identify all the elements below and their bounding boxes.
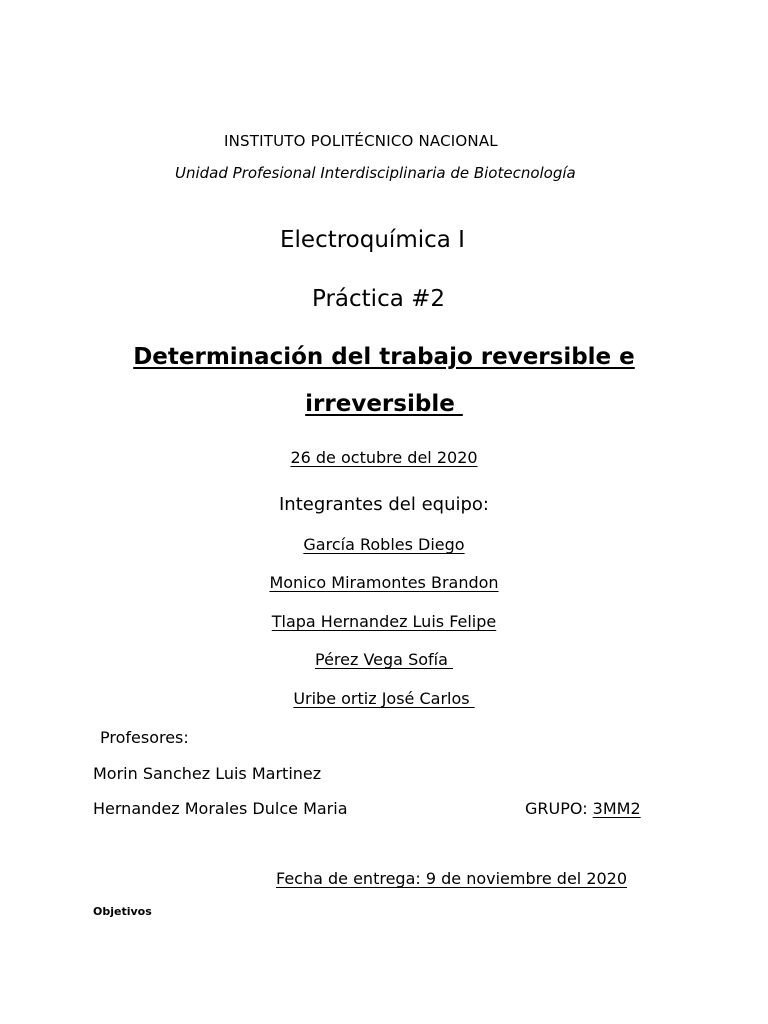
- team-member: García Robles Diego: [303, 535, 465, 554]
- document-title-line-1: Determinación del trabajo reversible e: [133, 344, 635, 370]
- course-title: Electroquímica I: [280, 227, 465, 253]
- professor-name: Hernandez Morales Dulce Maria: [93, 799, 348, 818]
- practice-number: Práctica #2: [312, 286, 446, 312]
- team-member: Monico Miramontes Brandon: [269, 573, 499, 592]
- group-label: GRUPO:: [525, 799, 593, 818]
- unit-name: Unidad Profesional Interdisciplinaria de Biotecnología: [175, 164, 576, 182]
- team-member: Pérez Vega Sofía: [315, 650, 453, 669]
- document-title-line-2: irreversible: [305, 391, 463, 417]
- team-heading: Integrantes del equipo:: [279, 494, 489, 515]
- professors-heading: Profesores:: [100, 728, 189, 747]
- practice-date: 26 de octubre del 2020: [290, 448, 478, 467]
- objectives-heading: Objetivos: [93, 905, 152, 918]
- delivery-date: Fecha de entrega: 9 de noviembre del 2020: [276, 869, 628, 888]
- professor-name: Morin Sanchez Luis Martinez: [93, 764, 322, 783]
- group-info: [525, 801, 641, 817]
- institution-name: INSTITUTO POLITÉCNICO NACIONAL: [224, 132, 498, 150]
- team-member: Tlapa Hernandez Luis Felipe: [271, 612, 497, 631]
- group-value: 3MM2: [592, 799, 641, 818]
- team-member: Uribe ortiz José Carlos: [293, 689, 475, 708]
